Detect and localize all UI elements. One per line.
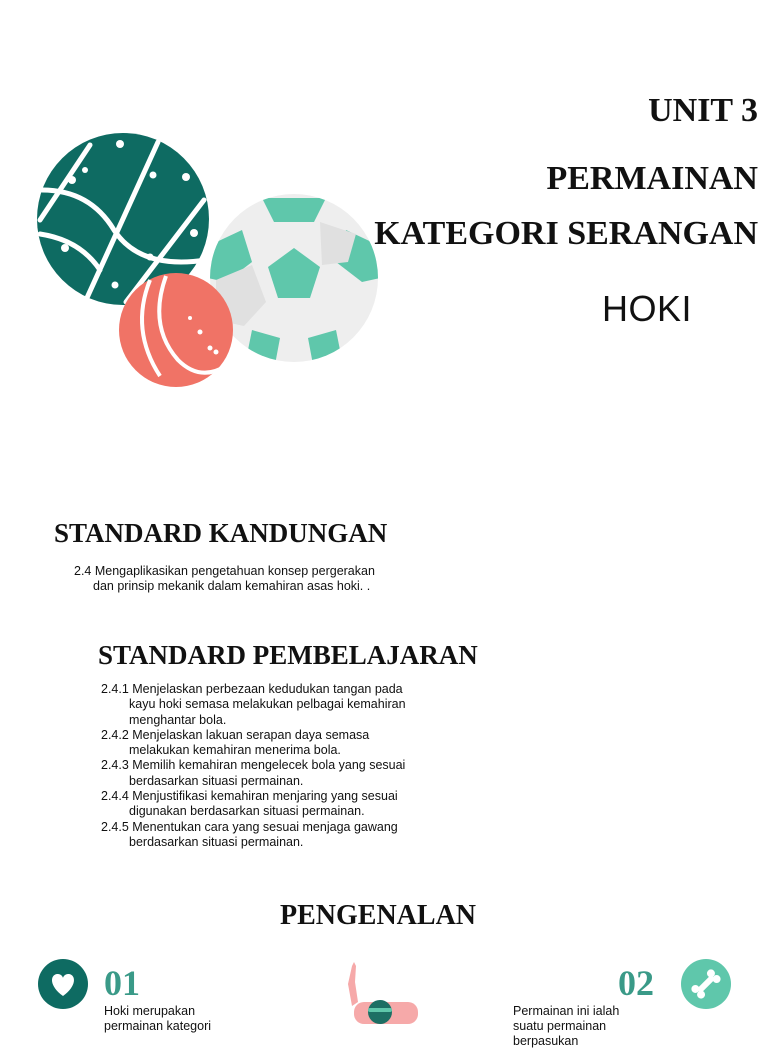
standard-pembelajaran-heading: STANDARD PEMBELAJARAN bbox=[98, 640, 478, 670]
list-item: 2.4.4 Menjustifikasi kemahiran menjaring yang sesuai digunakan berdasarkan situasi permainan. bbox=[101, 789, 398, 819]
unit-title: UNIT 3 bbox=[648, 92, 758, 129]
athlete-illustration bbox=[340, 962, 430, 1024]
list-item: 2.4.3 Memilih kemahiran mengelecek bola yang sesuai berdasarkan situasi permainan. bbox=[101, 758, 406, 788]
pengenalan-number-02: 02 bbox=[618, 963, 654, 1003]
standard-kandungan-line-2: dan prinsip mekanik dalam kemahiran asas hoki. . bbox=[93, 579, 371, 594]
pengenalan-text-02: Permainan ini ialah suatu permainan berpasukan bbox=[513, 1004, 620, 1048]
list-item: 2.4.2 Menjelaskan lakuan serapan daya semasa melakukan kemahiran menerima bola. bbox=[101, 727, 370, 758]
standard-pembelajaran-list bbox=[101, 682, 416, 850]
soccer-ball-icon bbox=[208, 194, 380, 370]
standard-kandungan-line-1: 2.4 Mengaplikasikan pengetahuan konsep pergerakan bbox=[74, 564, 375, 578]
list-item: 2.4.1 Menjelaskan perbezaan kedudukan tangan pada kayu hoki semasa melakukan pelbagai kemahiran menghantar bola. bbox=[101, 682, 406, 727]
pengenalan-text-01: Hoki merupakan permainan kategori bbox=[104, 1004, 212, 1033]
title-line-2: KATEGORI SERANGAN bbox=[374, 215, 758, 252]
list-item: 2.4.5 Menentukan cara yang sesuai menjaga gawang berdasarkan situasi permainan. bbox=[101, 819, 398, 849]
pengenalan-number-01: 01 bbox=[104, 963, 140, 1003]
title-line-1: PERMAINAN bbox=[546, 160, 758, 197]
standard-kandungan-text bbox=[74, 564, 375, 595]
subtitle-hoki: HOKI bbox=[602, 288, 693, 329]
bone-icon bbox=[680, 958, 732, 1010]
tennis-ball-icon bbox=[119, 273, 233, 387]
sports-balls-illustration bbox=[30, 130, 390, 395]
pengenalan-heading: PENGENALAN bbox=[280, 900, 477, 931]
heart-icon bbox=[37, 958, 89, 1010]
standard-kandungan-heading: STANDARD KANDUNGAN bbox=[54, 518, 388, 548]
